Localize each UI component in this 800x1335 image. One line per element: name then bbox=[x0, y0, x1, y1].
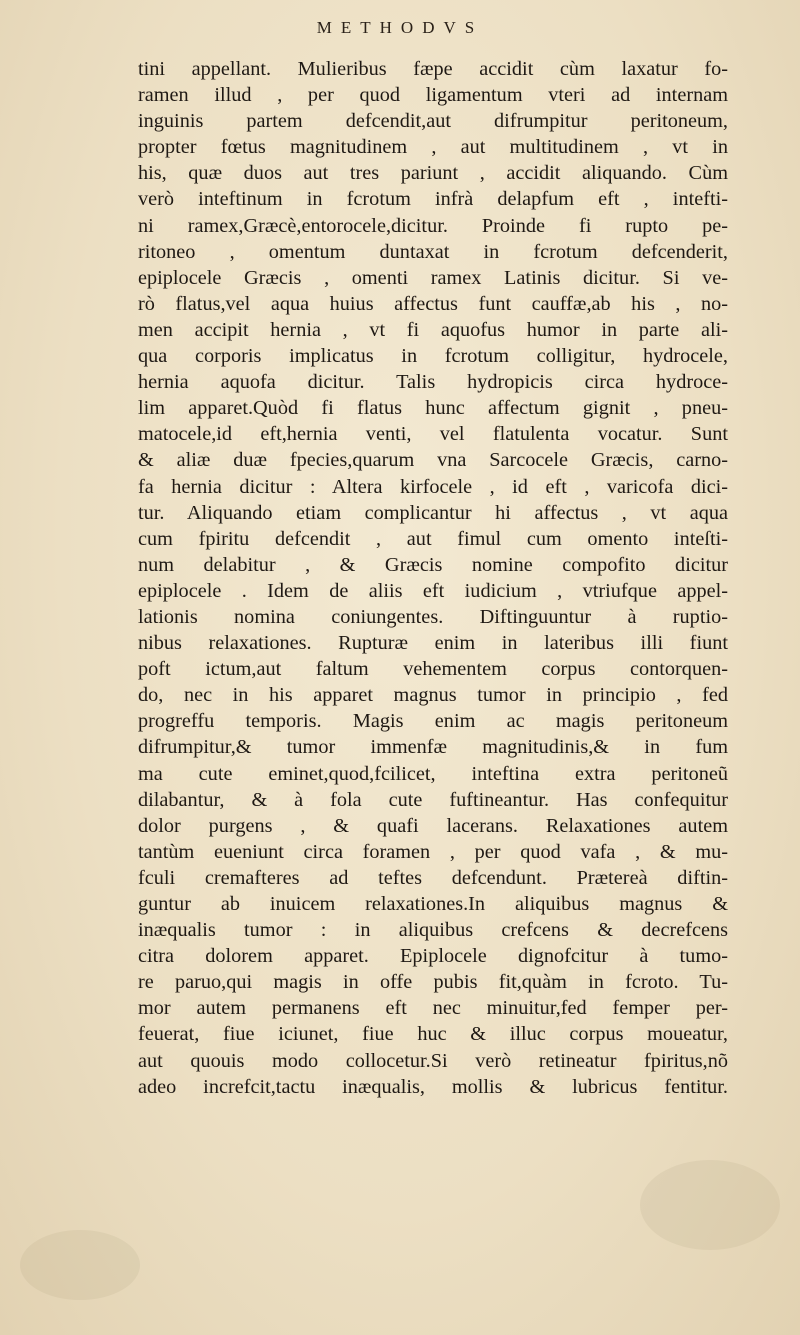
text-line: aut quouis modo collocetur.Si verò retineatur fpiritus,nõ bbox=[138, 1049, 728, 1072]
text-line: dilabantur, & à fola cute fuftineantur. Has confequitur bbox=[138, 788, 728, 811]
text-line: ramen illud , per quod ligamentum vteri ad internam bbox=[138, 84, 728, 107]
text-line: tur. Aliquando etiam complicantur hi affectus , vt aqua bbox=[138, 501, 728, 524]
text-line: epiplocele . Idem de aliis eft iudicium , vtriufque appel- bbox=[138, 579, 728, 602]
text-line: fculi cremafteres ad teftes defcendunt. Prætereà diftin- bbox=[138, 866, 728, 889]
text-line: ni ramex,Græcè,entorocele,dicitur. Proinde fi rupto pe- bbox=[138, 214, 728, 237]
text-line: re paruo,qui magis in offe pubis fit,quàm in fcroto. Tu- bbox=[138, 971, 728, 994]
paper-stain bbox=[20, 1230, 140, 1300]
text-line: ma cute eminet,quod,fcilicet, inteftina extra peritoneũ bbox=[138, 762, 728, 785]
text-line: feuerat, fiue iciunet, fiue huc & illuc corpus moueatur, bbox=[138, 1023, 728, 1046]
text-line: guntur ab inuicem relaxationes.In aliquibus magnus & bbox=[138, 893, 728, 915]
text-line: cum fpiritu defcendit , aut fimul cum omento inteſti- bbox=[138, 527, 728, 550]
text-line: inæqualis tumor : in aliquibus crefcens & decrefcens bbox=[138, 919, 728, 942]
text-line: & aliæ duæ fpecies,quarum vna Sarcocele Græcis, carno- bbox=[138, 449, 728, 472]
running-head: METHODVS bbox=[316, 18, 484, 37]
text-line: ritoneo , omentum duntaxat in fcrotum defcenderit, bbox=[138, 240, 728, 263]
text-line: inguinis partem defcendit,aut difrumpitur peritoneum, bbox=[138, 110, 728, 133]
text-line: epiplocele Græcis , omenti ramex Latinis dicitur. Si ve- bbox=[138, 266, 728, 289]
text-line: tantùm eueniunt circa foramen , per quod vafa , & mu- bbox=[138, 840, 728, 863]
text-line: men accipit hernia , vt fi aquofus humor in parte ali- bbox=[138, 318, 728, 341]
text-line: progreffu temporis. Magis enim ac magis peritoneum bbox=[138, 710, 728, 733]
text-line: nibus relaxationes. Rupturæ enim in lateribus illi fiunt bbox=[138, 632, 728, 655]
text-line: num delabitur , & Græcis nomine compofito dicitur bbox=[138, 553, 728, 576]
text-line: fa hernia dicitur : Altera kirfocele , id eft , varicofa dici- bbox=[138, 475, 728, 498]
text-line: tini appellant. Mulieribus fæpe accidit cùm laxatur fo- bbox=[138, 58, 728, 80]
text-line: citra dolorem apparet. Epiplocele dignofcitur à tumo- bbox=[138, 945, 728, 968]
text-line: propter fœtus magnitudinem , aut multitudinem , vt in bbox=[138, 136, 728, 159]
text-line: dolor purgens , & quafi lacerans. Relaxationes autem bbox=[138, 814, 728, 837]
paper-stain bbox=[640, 1160, 780, 1250]
text-line: do, nec in his apparet magnus tumor in principio , fed bbox=[138, 684, 728, 707]
text-line: adeo increfcit,tactu inæqualis, mollis & lubricus fentitur. bbox=[138, 1075, 728, 1098]
text-line: qua corporis implicatus in fcrotum colligitur, hydrocele, bbox=[138, 345, 728, 368]
text-line: his, quæ duos aut tres pariunt , accidit aliquando. Cùm bbox=[138, 162, 728, 185]
text-line: hernia aquofa dicitur. Talis hydropicis circa hydroce- bbox=[138, 371, 728, 394]
text-line: difrumpitur,& tumor immenfæ magnitudinis,& in fum bbox=[138, 736, 728, 759]
text-line: verò inteftinum in fcrotum infrà delapfum eft , intefti- bbox=[138, 188, 728, 211]
body-text bbox=[138, 56, 728, 1100]
text-line: poft ictum,aut faltum vehementem corpus contorquen- bbox=[138, 658, 728, 681]
text-line: matocele,id eft,hernia venti, vel flatulenta vocatur. Sunt bbox=[138, 423, 728, 446]
text-line: rò flatus,vel aqua huius affectus funt cauffæ,ab his , no- bbox=[138, 292, 728, 315]
text-line: lationis nomina coniungentes. Diftinguuntur à ruptio- bbox=[138, 605, 728, 628]
text-line: mor autem permanens eft nec minuitur,fed femper per- bbox=[138, 997, 728, 1020]
text-line: lim apparet.Quòd fi flatus hunc affectum gignit , pneu- bbox=[138, 397, 728, 420]
